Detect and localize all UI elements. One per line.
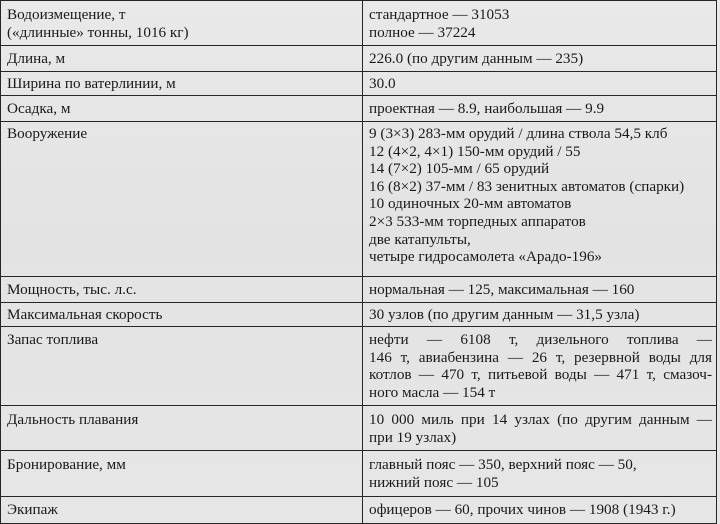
value-text: две катапульты, <box>369 230 471 248</box>
value-text: 226.0 (по другим данным — 235) <box>369 50 584 67</box>
value-text: 10 одиночных 20-мм автоматов <box>369 195 572 213</box>
param-cell <box>1 497 363 524</box>
param-text: («длинные» тонны, 1016 кг) <box>7 23 189 41</box>
param-text: Максимальная скорость <box>7 306 163 323</box>
table-row-displacement <box>1 1 717 46</box>
param-text: Бронирование, мм <box>7 456 126 473</box>
value-text: 2×3 533-мм торпедных аппаратов <box>369 212 586 230</box>
value-text: нормальная — 125, максимальная — 160 <box>369 281 635 298</box>
value-cell <box>363 327 717 406</box>
param-cell <box>1 327 363 406</box>
value-cell <box>363 451 717 497</box>
table-row-max-speed <box>1 303 717 327</box>
param-cell <box>1 303 363 327</box>
value-text: проектная — 8.9, наибольшая — 9.9 <box>369 100 605 117</box>
param-text: Вооружение <box>7 125 88 142</box>
param-cell <box>1 46 363 72</box>
value-cell <box>363 122 717 277</box>
value-cell <box>363 46 717 72</box>
value-text: нефти — 6108 т, дизельного топлива — <box>369 331 712 348</box>
value-text: главный пояс — 350, верхний пояс — 50, <box>369 456 637 473</box>
value-text: офицеров — 60, прочих чинов — 1908 (1943 г.) <box>369 501 676 518</box>
param-text: Ширина по ватерлинии, м <box>7 75 176 92</box>
table-row-beam <box>1 72 717 96</box>
value-cell <box>363 72 717 96</box>
value-text: 9 (3×3) 283-мм орудий / длина ствола 54,5 клб <box>369 125 668 142</box>
value-text: при 19 узлах) <box>369 428 457 446</box>
value-text: ного масла — 154 т <box>369 383 496 401</box>
value-text: 14 (7×2) 105-мм / 65 орудий <box>369 160 550 178</box>
value-text: 30.0 <box>369 75 396 92</box>
param-cell <box>1 96 363 122</box>
param-cell <box>1 277 363 303</box>
value-cell <box>363 303 717 327</box>
table-row-draft <box>1 96 717 122</box>
param-cell <box>1 122 363 277</box>
param-text: Запас топлива <box>7 331 99 348</box>
table-row-power <box>1 277 717 303</box>
param-text: Осадка, м <box>7 100 71 117</box>
table-row-armament <box>1 122 717 277</box>
value-text: четыре гидросамолета «Арадо-196» <box>369 248 603 266</box>
value-text: 16 (8×2) 37-мм / 83 зенитных автоматов (спарки) <box>369 177 685 195</box>
param-cell <box>1 406 363 451</box>
param-text: Длина, м <box>7 50 66 67</box>
value-text: полное — 37224 <box>369 23 476 41</box>
value-cell <box>363 96 717 122</box>
value-cell <box>363 497 717 524</box>
value-text: 12 (4×2, 4×1) 150-мм орудий / 55 <box>369 142 581 160</box>
value-text: котлов — 470 т, питьевой воды — 471 т, смазоч- <box>369 366 712 384</box>
value-text: нижний пояс — 105 <box>369 473 499 491</box>
value-text: 10 000 миль при 14 узлах (по другим данным — <box>369 411 712 428</box>
value-cell <box>363 406 717 451</box>
value-text: 30 узлов (по другим данным — 31,5 узла) <box>369 306 640 323</box>
param-text: Дальность плавания <box>7 411 139 428</box>
table-row-fuel <box>1 327 717 406</box>
param-text: Водоизмещение, т <box>7 6 126 23</box>
value-text: стандартное — 31053 <box>369 6 510 23</box>
param-text: Экипаж <box>7 501 58 518</box>
param-cell <box>1 451 363 497</box>
table-row-length <box>1 46 717 72</box>
value-cell <box>363 277 717 303</box>
param-cell <box>1 1 363 46</box>
value-cell <box>363 1 717 46</box>
value-text: 146 т, авиабензина — 26 т, резервной воды для <box>369 348 712 366</box>
table-row-range <box>1 406 717 451</box>
param-text: Мощность, тыс. л.с. <box>7 281 137 298</box>
param-cell <box>1 72 363 96</box>
table-row-crew <box>1 497 717 524</box>
table-row-armor <box>1 451 717 497</box>
